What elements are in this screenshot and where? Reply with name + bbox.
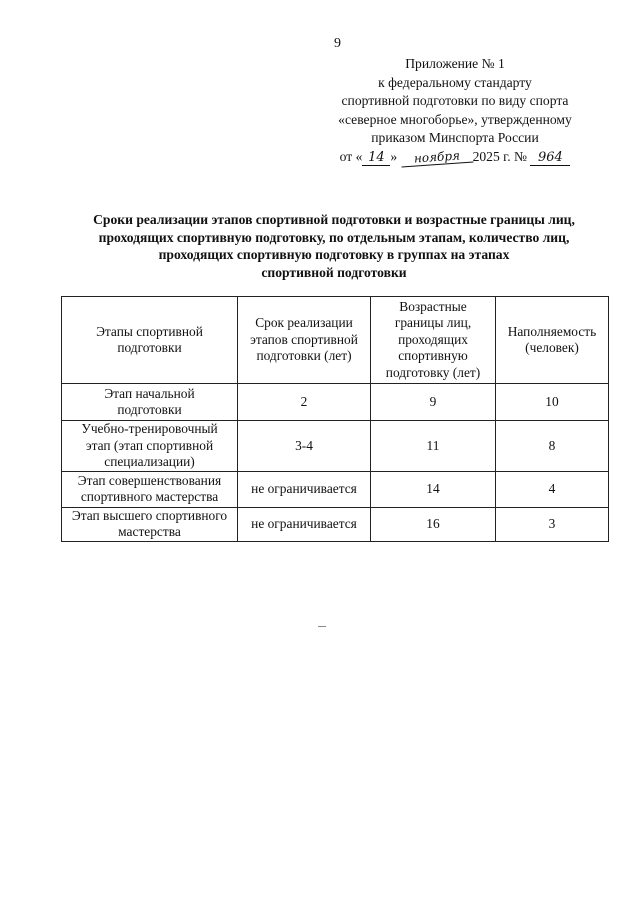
date-mid: » [390, 148, 398, 164]
cell-occupancy: 3 [496, 507, 609, 541]
table-row [62, 471, 609, 507]
cell-age: 14 [371, 471, 496, 507]
cell-stage: Учебно-тренировочный этап (этап спортивной специализации) [62, 421, 238, 472]
annex-title: Приложение № 1 [405, 56, 505, 71]
annex-header [320, 55, 590, 167]
document-title [60, 211, 608, 281]
table-header-row [62, 297, 609, 384]
cell-age: 11 [371, 421, 496, 472]
cell-occupancy: 10 [496, 384, 609, 421]
cell-duration: 2 [238, 384, 371, 421]
scan-speck [318, 626, 326, 627]
cell-stage: Этап совершенствования спортивного мастерства [62, 471, 238, 507]
table-row [62, 507, 609, 541]
table-row [62, 421, 609, 472]
header-duration: Срок реализации этапов спортивной подготовки (лет) [238, 297, 371, 384]
order-year: 2025 г. № [472, 148, 527, 164]
cell-occupancy: 4 [496, 471, 609, 507]
cell-stage: Этап высшего спортивного мастерства [62, 507, 238, 541]
title-line: проходящих спортивную подготовку, по отдельным этапам, количество лиц, [98, 229, 570, 245]
cell-occupancy: 8 [496, 421, 609, 472]
order-month: ноября [400, 147, 473, 167]
cell-age: 9 [371, 384, 496, 421]
order-number: 964 [530, 151, 570, 166]
header-occupancy: Наполняемость (человек) [496, 297, 609, 384]
order-day: 14 [362, 151, 390, 166]
stages-table [61, 296, 609, 542]
cell-duration: не ограничивается [238, 471, 371, 507]
header-age: Возрастные границы лиц, проходящих спортивную подготовку (лет) [371, 297, 496, 384]
annex-line: спортивной подготовки по виду спорта [341, 93, 569, 109]
annex-line: приказом Минспорта России [371, 130, 539, 146]
annex-line: «северное многоборье», утвержденному [338, 111, 572, 127]
header-stages: Этапы спортивной подготовки [62, 297, 238, 384]
title-line: спортивной подготовки [261, 264, 407, 280]
title-line: Сроки реализации этапов спортивной подготовки и возрастные границы лиц, [93, 212, 575, 227]
cell-duration: не ограничивается [238, 507, 371, 541]
cell-duration: 3-4 [238, 421, 371, 472]
annex-line: к федеральному стандарту [378, 74, 532, 90]
page-number: 9 [334, 36, 341, 51]
table-row [62, 384, 609, 421]
title-line: проходящих спортивную подготовку в группах на этапах [158, 247, 510, 262]
cell-stage: Этап начальной подготовки [62, 384, 238, 421]
cell-age: 16 [371, 507, 496, 541]
date-prefix: от « [339, 148, 363, 164]
order-date-line [320, 148, 590, 167]
